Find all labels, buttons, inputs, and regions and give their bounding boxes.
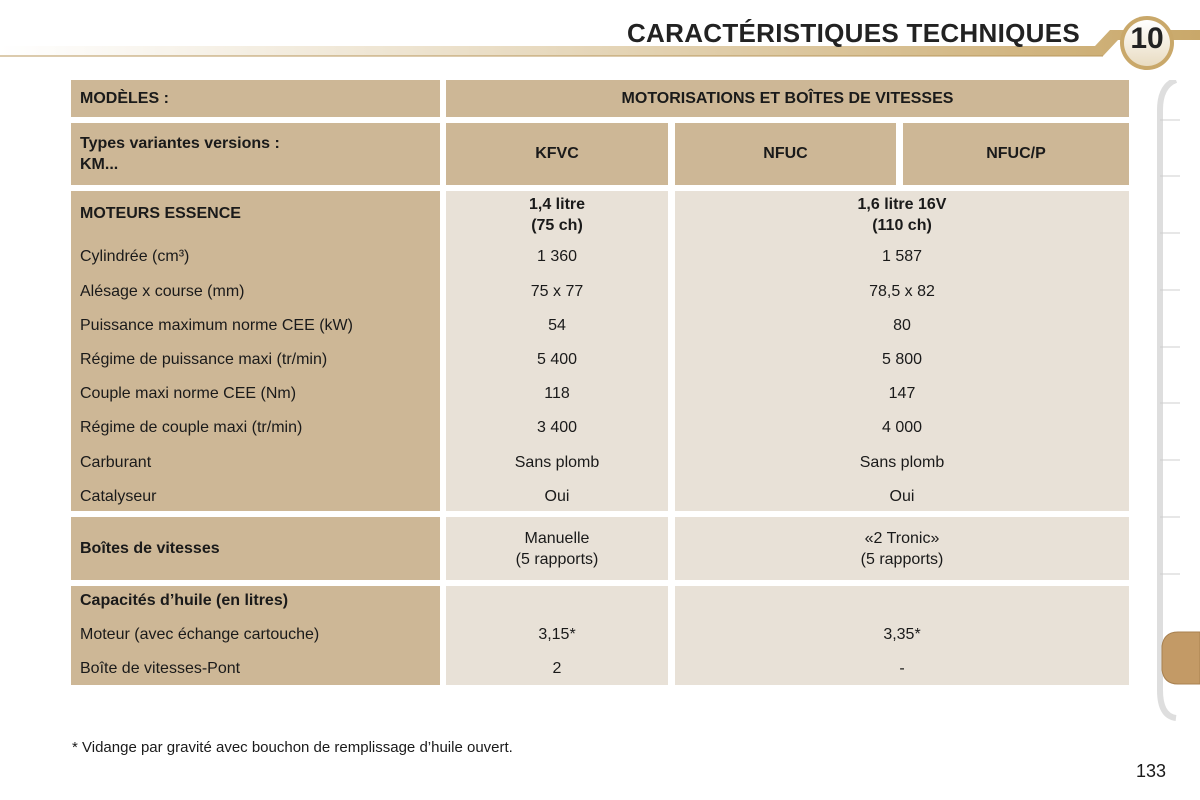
- row-col1-fuel: Sans plomb: [514, 454, 600, 471]
- row-col1-power-rpm: 5 400: [536, 351, 578, 368]
- gearbox-label: Boîtes de vitesses: [80, 539, 220, 557]
- gearbox-label-cell: [71, 517, 440, 580]
- gearbox-col2-line2: (5 rapports): [860, 550, 944, 568]
- row-col2-power-rpm: 5 800: [881, 351, 923, 368]
- page-title: CARACTÉRISTIQUES TECHNIQUES: [626, 18, 1080, 48]
- row-col2-max-power: 80: [893, 317, 911, 334]
- row-col2-displacement: 1 587: [881, 248, 923, 265]
- type-nfuc-cell: [675, 123, 896, 185]
- engine-col2-line2: (110 ch): [872, 217, 932, 234]
- engine-col2-line1: 1,6 litre 16V: [857, 196, 947, 213]
- row-label-max-torque: Couple maxi norme CEE (Nm): [80, 385, 297, 402]
- row-label-bore-stroke: Alésage x course (mm): [80, 283, 245, 300]
- type-nfucp-cell: [903, 123, 1129, 185]
- footnote: * Vidange par gravité avec bouchon de remplissage d’huile ouvert.: [72, 739, 513, 756]
- oil-row-label-gearbox: Boîte de vitesses-Pont: [80, 660, 241, 677]
- row-label-fuel: Carburant: [80, 454, 152, 471]
- row-col1-displacement: 1 360: [536, 248, 578, 265]
- types-label-cell: [71, 123, 440, 185]
- page-number: 133: [1136, 761, 1167, 781]
- row-col2-max-torque: 147: [888, 385, 916, 402]
- gearbox-col1-cell: [446, 517, 668, 580]
- oil-row-col1-gearbox: 2: [552, 660, 562, 677]
- models-label-cell: [71, 80, 440, 117]
- oil-row-label-engine: Moteur (avec échange cartouche): [80, 626, 320, 643]
- row-col2-torque-rpm: 4 000: [881, 419, 923, 436]
- type-kfvc-cell: [446, 123, 668, 185]
- row-col1-max-torque: 118: [544, 385, 570, 402]
- row-label-power-rpm: Régime de puissance maxi (tr/min): [80, 351, 328, 368]
- engines-header: MOTORISATIONS ET BOÎTES DE VITESSES: [621, 89, 954, 107]
- row-col1-catalyst: Oui: [544, 488, 570, 505]
- engine-col2-header: [675, 194, 1129, 236]
- row-label-max-power: Puissance maximum norme CEE (kW): [80, 317, 353, 334]
- row-label-catalyst: Catalyseur: [80, 488, 157, 505]
- models-label: MODÈLES :: [80, 89, 169, 107]
- oil-row-col2-engine: 3,35*: [883, 626, 921, 643]
- row-label-torque-rpm: Régime de couple maxi (tr/min): [80, 419, 303, 436]
- oil-row-col2-gearbox: -: [899, 660, 905, 677]
- type-nfucp: NFUC/P: [986, 145, 1046, 162]
- chapter-tabs: [1152, 80, 1200, 730]
- row-col2-fuel: Sans plomb: [859, 454, 945, 471]
- type-kfvc: KFVC: [535, 145, 579, 162]
- gearbox-col1-line1: Manuelle: [524, 529, 590, 547]
- gearbox-col2-cell: [675, 517, 1129, 580]
- row-col2-catalyst: Oui: [889, 488, 915, 505]
- row-col1-torque-rpm: 3 400: [536, 419, 578, 436]
- engine-col1-header: [446, 194, 668, 236]
- engine-col1-line2: (75 ch): [531, 217, 583, 234]
- row-label-displacement: Cylindrée (cm³): [80, 248, 190, 265]
- gearbox-col1-line2: (5 rapports): [515, 550, 599, 568]
- chapter-number: 10: [1130, 22, 1164, 55]
- oil-row-col1-engine: 3,15*: [538, 626, 576, 643]
- engine-section-label: MOTEURS ESSENCE: [80, 205, 241, 222]
- engine-col1-line1: 1,4 litre: [528, 196, 586, 213]
- oil-section-label: Capacités d’huile (en litres): [80, 592, 289, 609]
- row-col2-bore-stroke: 78,5 x 82: [869, 283, 935, 300]
- row-col1-bore-stroke: 75 x 77: [530, 283, 584, 300]
- types-label-line2: KM...: [80, 156, 119, 173]
- engines-header-cell: [446, 80, 1129, 117]
- types-label-line1: Types variantes versions :: [80, 135, 280, 152]
- row-col1-max-power: 54: [548, 317, 566, 334]
- gearbox-col2-line1: «2 Tronic»: [864, 529, 940, 547]
- type-nfuc: NFUC: [763, 145, 808, 162]
